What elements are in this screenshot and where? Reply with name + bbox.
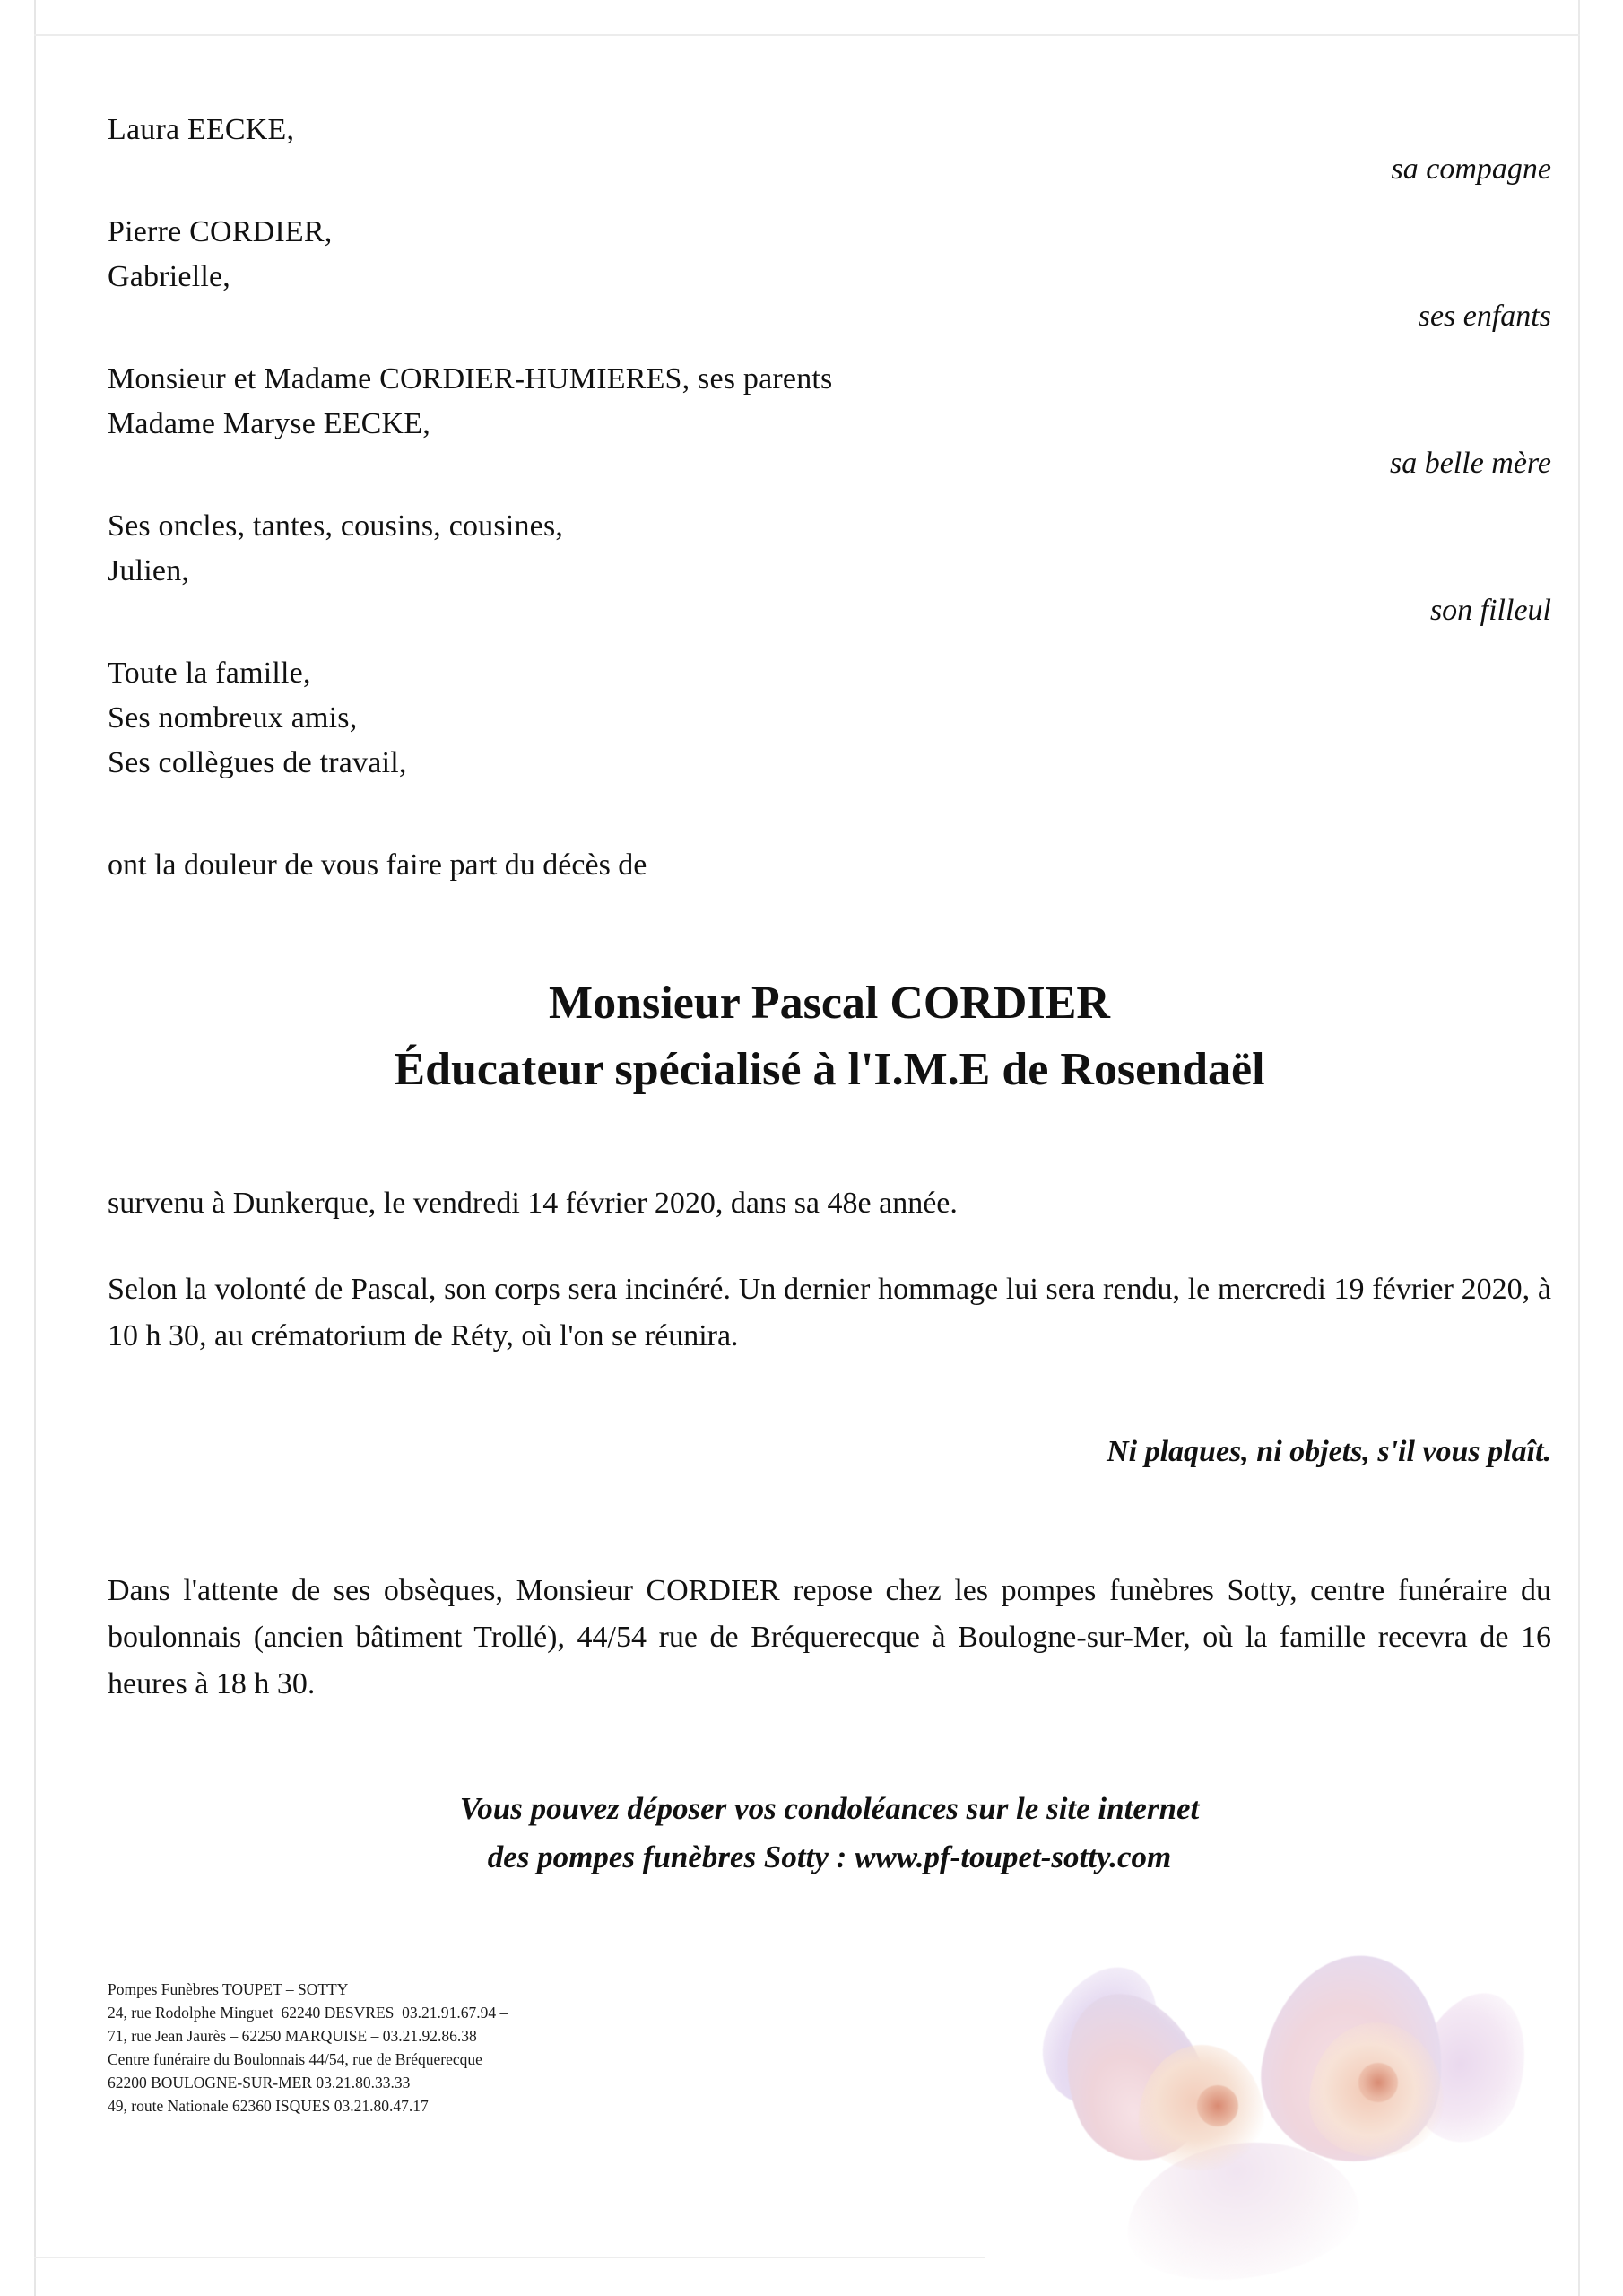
relative-names — [108, 504, 1551, 594]
spacer — [108, 1227, 1551, 1266]
relative-names — [108, 108, 1551, 152]
page-border-top — [34, 34, 1580, 36]
relative-name: Monsieur et Madame CORDIER-HUMIERES, ses parents — [108, 362, 833, 396]
ceremony-info: Selon la volonté de Pascal, son corps sera incinéré. Un dernier hommage lui sera rendu, le mercredi 19 février 2020, à 10 h 30, au crématorium de Réty, où l'on se réunira. — [108, 1273, 1551, 1352]
relative-names — [108, 651, 1551, 786]
relative-role: sa belle mère — [1389, 447, 1551, 480]
relative-name: Pierre CORDIER, — [108, 215, 333, 248]
page-border-bottom — [34, 2257, 985, 2258]
relative-name: Julien, — [108, 554, 190, 587]
relative-names — [108, 210, 1551, 300]
page-border-right — [1578, 0, 1580, 2296]
relative-name: Ses oncles, tantes, cousins, cousines, — [108, 509, 564, 543]
page-border-left — [34, 0, 36, 2296]
flower-stamen — [1197, 2085, 1238, 2126]
deceased-block — [108, 970, 1551, 1103]
relative-group — [108, 651, 1551, 786]
flower-stamen — [1358, 2063, 1398, 2102]
relative-name: Toute la famille, — [108, 657, 311, 690]
relative-names — [108, 357, 1551, 447]
relative-role: sa compagne — [1391, 152, 1551, 186]
footer-line: 62200 BOULOGNE-SUR-MER 03.21.80.33.33 — [108, 2074, 411, 2092]
relative-name: Ses nombreux amis, — [108, 701, 358, 735]
relative-name: Ses collègues de travail, — [108, 746, 407, 779]
intro-text: ont la douleur de vous faire part du décès de — [108, 848, 647, 882]
spacer — [108, 786, 1551, 843]
deceased-title: Éducateur spécialisé à l'I.M.E de Rosendaël — [394, 1044, 1265, 1095]
spacer — [108, 1360, 1551, 1435]
notice-text: Ni plaques, ni objets, s'il vous plaît. — [1107, 1435, 1551, 1468]
relative-name: Laura EECKE, — [108, 113, 295, 146]
relative-name: Gabrielle, — [108, 260, 230, 293]
footer-line: Pompes Funèbres TOUPET – SOTTY — [108, 1980, 349, 1998]
death-info: survenu à Dunkerque, le vendredi 14 février 2020, dans sa 48e année. — [108, 1187, 958, 1220]
repose-info: Dans l'attente de ses obsèques, Monsieur CORDIER repose chez les pompes funèbres Sotty, centre funéraire du boulonnais (ancien bâtiment Trollé), 44/54 rue de Bréquerecque à Boulogne-sur-Mer, où la famille recevra de 16 heures à 18 h 30. — [108, 1574, 1551, 1700]
spacer — [108, 300, 1551, 357]
condolences-line-2: des pompes funèbres Sotty : www.pf-toupet-sotty.com — [487, 1839, 1172, 1874]
spacer — [108, 1103, 1551, 1180]
funeral-home-footer — [108, 1978, 789, 2118]
spacer — [108, 594, 1551, 651]
relative-role: ses enfants — [1418, 300, 1551, 333]
spacer — [108, 152, 1551, 210]
relative-group — [108, 108, 1551, 186]
footer-line: 24, rue Rodolphe Minguet 62240 DESVRES 03.21.91.67.94 – — [108, 2004, 508, 2022]
spacer — [108, 1708, 1551, 1785]
floral-decoration-image — [1040, 1937, 1578, 2296]
footer-line: Centre funéraire du Boulonnais 44/54, rue de Bréquerecque — [108, 2050, 482, 2068]
relative-role: son filleul — [1429, 594, 1551, 627]
footer-line: 71, rue Jean Jaurès – 62250 MARQUISE – 03.21.92.86.38 — [108, 2027, 477, 2045]
relative-group — [108, 357, 1551, 480]
condolences-block — [108, 1785, 1551, 1882]
obituary-content — [108, 108, 1551, 1882]
spacer — [108, 447, 1551, 504]
condolences-line-1: Vous pouvez déposer vos condoléances sur le site internet — [459, 1791, 1200, 1826]
footer-line: 49, route Nationale 62360 ISQUES 03.21.80.47.17 — [108, 2097, 429, 2115]
spacer — [108, 1469, 1551, 1568]
deceased-name: Monsieur Pascal CORDIER — [549, 978, 1110, 1029]
relative-name: Madame Maryse EECKE, — [108, 407, 430, 440]
relative-group — [108, 210, 1551, 333]
relative-group — [108, 504, 1551, 627]
